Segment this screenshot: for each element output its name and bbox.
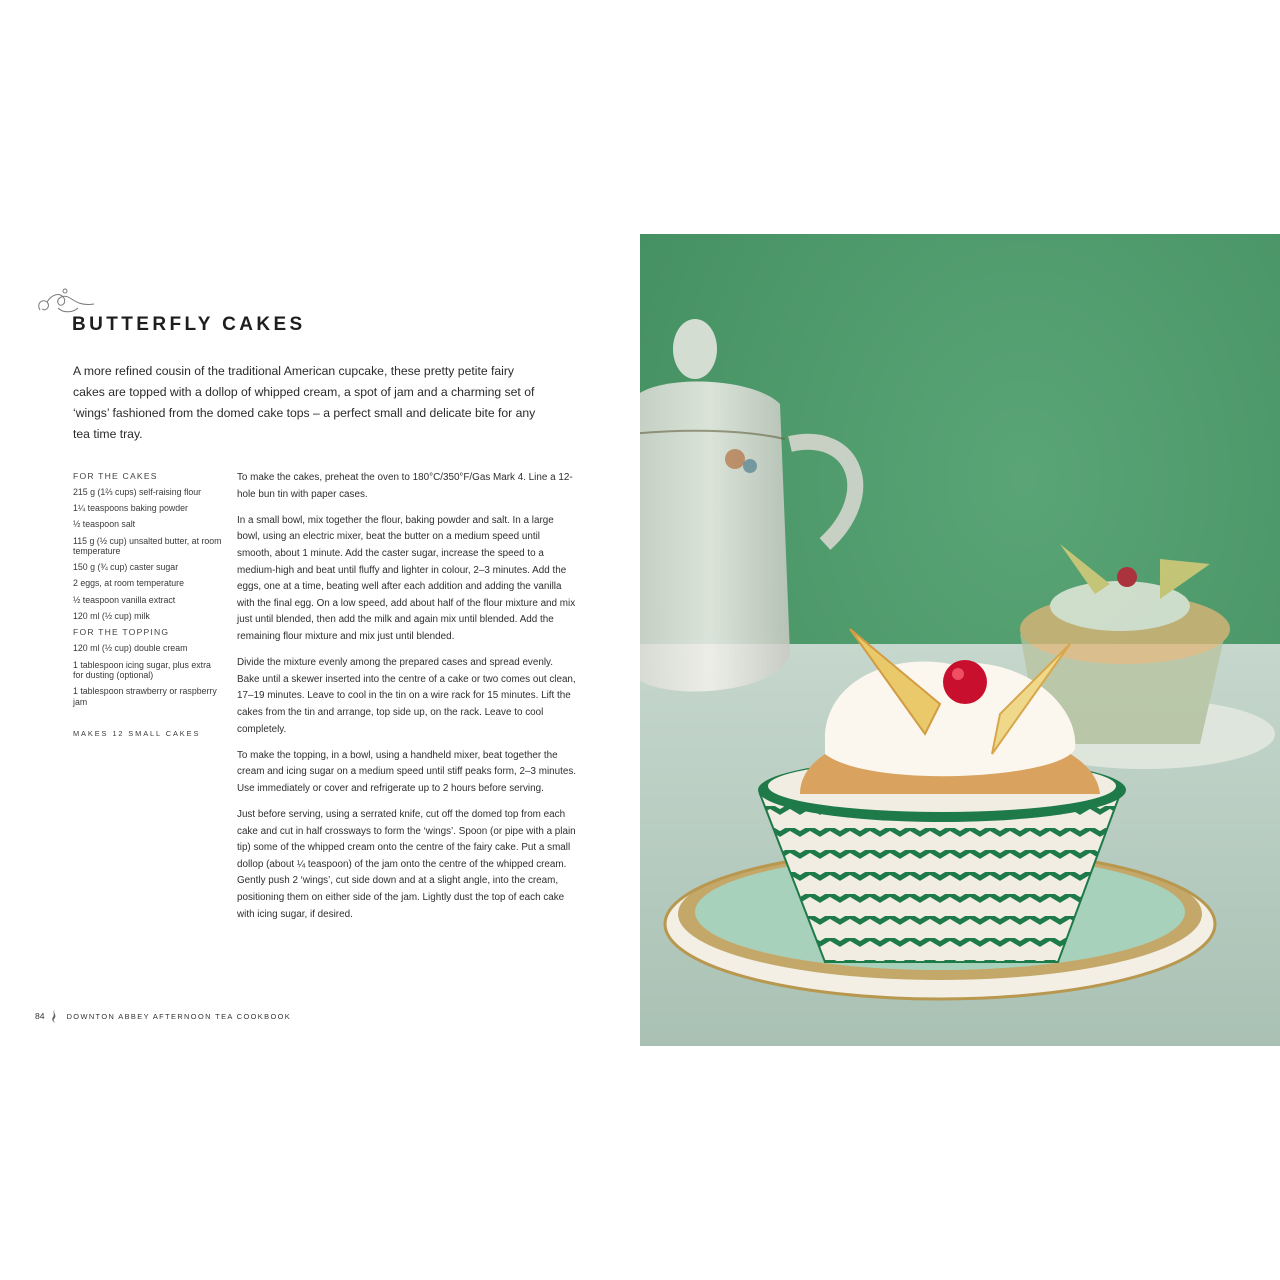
method-step: To make the cakes, preheat the oven to 180°C/350°F/Gas Mark 4. Line a 12-hole bun tin with paper cases.	[237, 472, 573, 500]
ingredient-item: 215 g (1⅔ cups) self-raising flour	[73, 487, 202, 497]
topping-heading: FOR THE TOPPING	[73, 627, 170, 638]
recipe-title: BUTTERFLY CAKES	[72, 314, 306, 335]
flame-ornament-icon	[51, 1008, 59, 1024]
page-footer	[35, 1008, 291, 1024]
method-step: Just before serving, using a serrated knife, cut off the domed top from each cake and cut in half crossways to form the ‘wings’. Spoon (or pipe with a plain tip) some of the whipped cream onto the centre of the fairy cake. Put a small dollop (about ¼ teaspoon) of the jam onto the centre of the whipped cream. Gently push 2 ‘wings’, cut side down and at a slight angle, into the cream, positioning them on either side of the jam. Lightly dust the top of each cake with icing sugar, if desired.	[237, 809, 576, 920]
method-step: To make the topping, in a bowl, using a handheld mixer, beat together the cream and icing sugar on a medium speed until stiff peaks form, 2–3 minutes. Use immediately or cover and refrigerate up to 2 hours before serving.	[237, 749, 577, 794]
ingredient-item: 1 tablespoon icing sugar, plus extra for dusting (optional)	[73, 659, 211, 680]
method-step: In a small bowl, mix together the flour, baking powder and salt. In a large bowl, using an electric mixer, beat the butter on a medium speed until smooth, about 1 minute. Add the caster sugar, increase the speed to a medium-high and beat until fluffy and lighter in colour, 2–3 minutes. Add the eggs, one at a time, beating well after each addition and adding the vanilla with the final egg. On a low speed, add about half of the flour mixture and mix just until blended, then add the milk and again mix until blended. Add the remaining flour mixture and mix just until blended.	[237, 514, 576, 642]
ingredient-item: 115 g (½ cup) unsalted butter, at room temperature	[73, 535, 222, 557]
ingredient-item: 150 g (¾ cup) caster sugar	[73, 562, 179, 573]
ingredient-item: 2 eggs, at room temperature	[73, 578, 184, 589]
ingredient-item: 1¼ teaspoons baking powder	[73, 503, 188, 514]
butterfly-cake-illustration	[640, 234, 1280, 1046]
method-steps	[237, 470, 577, 933]
book-spread	[0, 234, 1280, 1046]
recipe-yield: MAKES 12 SMALL CAKES	[73, 729, 201, 739]
ingredients-list	[73, 471, 223, 738]
cake-photo	[640, 234, 1280, 1046]
ingredient-item: ½ teaspoon vanilla extract	[73, 594, 176, 605]
book-title: DOWNTON ABBEY AFTERNOON TEA COOKBOOK	[66, 1011, 292, 1021]
ingredient-item: 1 tablespoon strawberry or raspberry jam	[73, 686, 217, 707]
ingredient-item: ½ teaspoon salt	[73, 519, 136, 530]
page-number: 84	[35, 1011, 45, 1021]
recipe-page	[0, 234, 640, 1046]
ingredient-item: 120 ml (½ cup) double cream	[73, 643, 188, 654]
ingredient-item: 120 ml (½ cup) milk	[73, 610, 150, 621]
cakes-heading: FOR THE CAKES	[73, 471, 158, 481]
recipe-intro: A more refined cousin of the traditional American cupcake, these pretty petite fairy cakes are topped with a dollop of whipped cream, a spot of jam and a charming set of ‘wings’ fashioned from the domed cake tops – a perfect small and delicate bite for any tea time tray.	[73, 364, 536, 441]
method-step: Divide the mixture evenly among the prepared cases and spread evenly. Bake until a skewer inserted into the centre of a cake or two comes out clean, 17–19 minutes. Leave to cool in the tin on a wire rack for 15 minutes. Lift the cakes from the tin and arrange, top side up, on the rack. Leave to cool completely.	[237, 657, 576, 735]
